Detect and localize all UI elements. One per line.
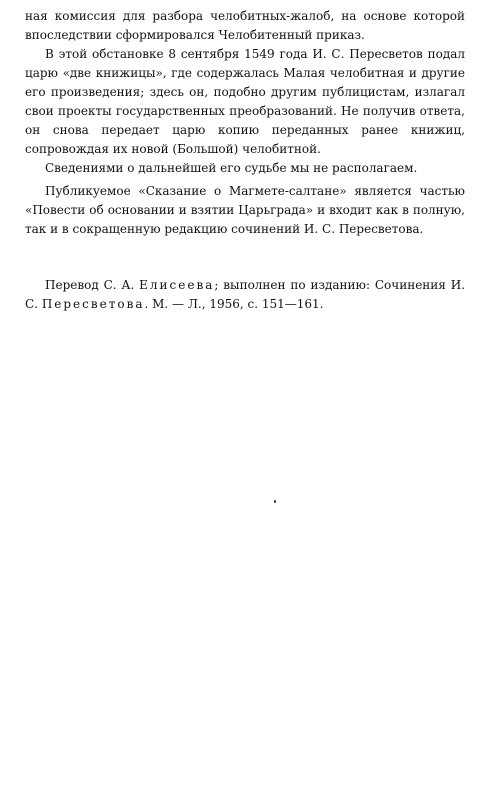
translator-name: Елисеева [139,278,215,292]
paragraph-continuation: ная комиссия для разбора челобитных-жалоб, на основе которой впоследствии сформировался Челобитенный приказ. [25,9,465,42]
translation-note-start: Перевод С. А. [45,278,140,292]
paragraph-peresvetov-petition: В этой обстановке 8 сентября 1549 года И. С. Пересветов подал царю «две книжицы», где содержалась Малая челобитная и другие его произведения; здесь он, подобно другим публицистам, излагал свои проекты государственных преобразований. Не получив ответа, он снова передает царю копию переданных ранее книжиц, сопровождая их новой (Большой) челобитной. [25,47,465,156]
translation-note-block [25,276,465,314]
intro-text-block [25,7,465,178]
print-speck [274,500,276,503]
paragraph-translation-note [25,276,465,314]
translation-note-end: . М. — Л., 1956, с. 151—161. [144,297,324,311]
author-name: Пересветова [41,297,145,311]
translation-note-mid: ; выполнен по изданию: Сочинения И. С. [25,278,465,311]
publication-note-block [25,182,465,239]
paragraph-fate-unknown: Сведениями о дальнейшей его судьбе мы не располагаем. [45,161,418,175]
paragraph-publication-note: Публикуемое «Сказание о Магмете-салтане» является частью «Повести об основании и взятии Царьграда» и входит как в полную, так и в сокращенную редакцию сочинений И. С. Пересветова. [25,184,465,236]
